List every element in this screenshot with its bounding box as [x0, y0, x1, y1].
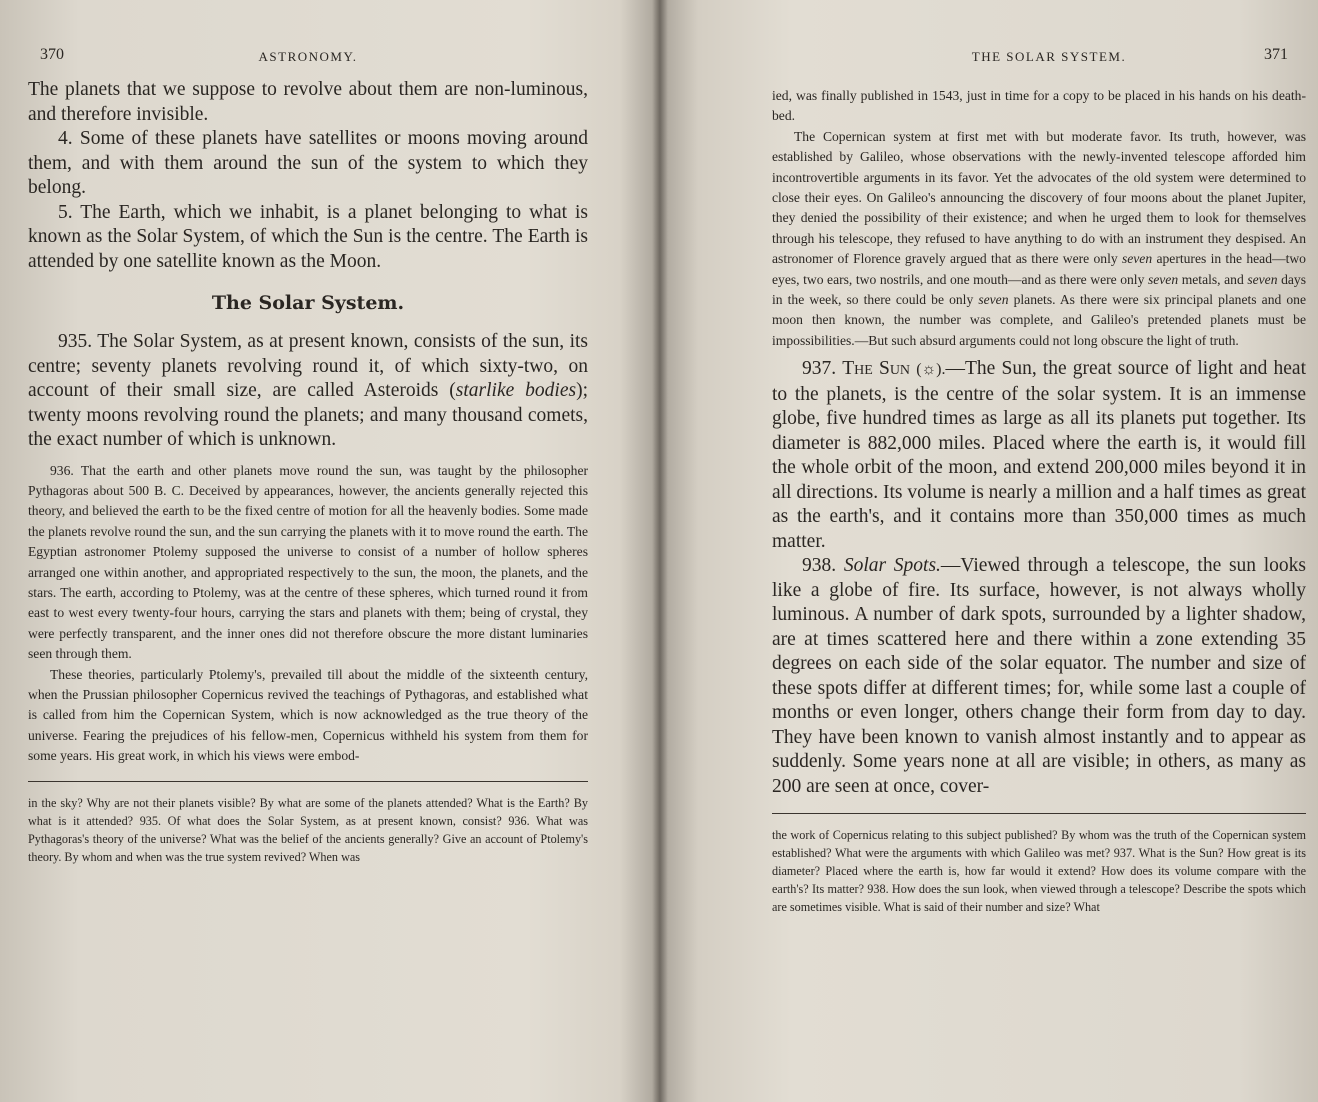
intro-paragraph: The planets that we suppose to revolve about them are non-luminous, and therefore invisible.: [28, 79, 588, 125]
footnote-divider: [772, 813, 1306, 814]
left-intro: [28, 78, 588, 866]
copernican-italic: seven: [1147, 271, 1179, 287]
copernican-italic: seven: [978, 292, 1009, 308]
paragraph-935: [28, 330, 588, 453]
copernican-text: metals, and: [1178, 271, 1248, 287]
intro-paragraph: 5. The Earth, which we inhabit, is a planet belonging to what is known as the Solar System, of which the Sun is the centre. The Earth is attended by one satellite known as the Moon.: [28, 201, 588, 272]
footnote-questions-right: the work of Copernicus relating to this subject published? By whom was the truth of the Copernican system established? What were the arguments with which Galileo was met? 937. What is the Sun? How great is its diameter? Placed where the earth is, how far would it extend? How does its volume compare with the earth's? Its matter? 938. How does the sun look, when viewed through a telescope? Describe the spots which are sometimes visible. What is said of their number and size? What: [772, 828, 1306, 915]
book-gutter: [652, 0, 668, 1102]
page-number-left: 370: [40, 46, 64, 63]
right-page: [772, 0, 1306, 1102]
copernican-text: The Copernican system at first met with but moderate favor. Its truth, however, was established by Galileo, whose observations with the newly-invented telescope afforded him incontrovertible arguments in its favor. Yet the advocates of the old system were determined to close their eyes. On Galileo's announcing the discovery of four moons about the planet Jupiter, they denied the possibility of their existence; and when he urged them to look for themselves through his telescope, they refused to have anything to do with an instrument they despised. An astronomer of Florence gravely argued that as there were only: [772, 128, 1306, 267]
section-heading: The Solar System.: [211, 292, 405, 314]
p935-text: ); twenty moons revolving round the planets; and many thousand comets, the exact number of which is unknown.: [28, 380, 588, 450]
running-head-right: [772, 46, 1306, 70]
p935-text: 935. The Solar System, as at present known, consists of the sun, its centre; seventy planets revolving round it, of which sixty-two, on account of their small size, are called Asteroids (: [28, 331, 588, 401]
copernican-text: days in the week, so there could be only: [772, 271, 1306, 308]
left-page: [28, 0, 588, 1102]
sun-symbol-icon: (☼).: [916, 361, 946, 379]
p938-number: 938.: [802, 555, 837, 577]
p935-italic: starlike bodies: [455, 380, 577, 401]
paragraph-continued: ied, was finally published in 1543, just in time for a copy to be placed in his hands on his death-bed.: [772, 88, 1306, 124]
copernican-text: planets. As there were six principal planets and one moon then known, the number was complete, and Galileo's pretended planets must be impossibilities.—But such absurd arguments could not long obscure the light of truth.: [772, 292, 1306, 348]
p937-text: —The Sun, the great source of light and heat to the planets, is the centre of the solar system. It is an immense globe, five hundred times as large as all its planets put together. Its diameter is 882,000 miles. Placed where the earth is, it would fill the whole orbit of the moon, and extend 200,000 miles beyond it in all directions. Its volume is nearly a million and a half times as great as the earth's, and it contains more than 350,000 times as much matter.: [772, 358, 1306, 552]
copernican-text: apertures in the head—two eyes, two ears, two nostrils, and one mouth—and as there were only: [772, 251, 1306, 287]
running-head-left: [28, 46, 588, 70]
footnote-questions-left: in the sky? Why are not their planets visible? By what are some of the planets attended? What is the Earth? By what is it attended? 935. Of what does the Solar System, as at present known, consist? 936. What was Pythagoras's theory of the universe? What was the belief of the ancients generally? Give an account of Ptolemy's theory. By whom and when was the true system revived? When was: [28, 795, 588, 864]
paragraph-938: [772, 554, 1306, 799]
copernican-italic: seven: [1247, 271, 1278, 287]
running-head-title-left: ASTRONOMY.: [258, 49, 358, 64]
paragraph-copernican: [772, 127, 1306, 351]
paragraph-936-continued: These theories, particularly Ptolemy's, prevailed till about the middle of the sixteenth century, when the Prussian philosopher Copernicus revived the teachings of Pythagoras, and established what is called from him the Copernican System, which is now acknowledged as the true theory of the universe. Fearing the prejudices of his fellow-men, Copernicus withheld his system from them for some years. His great work, in which his views were embod-: [28, 666, 588, 764]
p937-number: 937.: [802, 358, 837, 380]
footnote-divider: [28, 781, 588, 782]
right-body: [772, 86, 1306, 916]
p937-title: The Sun: [842, 358, 911, 380]
copernican-italic: seven: [1121, 251, 1153, 267]
page-number-right: 371: [1264, 46, 1288, 63]
intro-paragraph: 4. Some of these planets have satellites or moons moving around them, and with them around the sun of the system to which they belong.: [28, 128, 588, 198]
running-head-title-right: THE SOLAR SYSTEM.: [971, 49, 1127, 64]
paragraph-937: [772, 357, 1306, 554]
p938-text: —Viewed through a telescope, the sun looks like a globe of fire. Its surface, however, is not always wholly luminous. A number of dark spots, surrounded by a lighter shadow, are at times scattered here and there within a zone extending 35 degrees on each side of the solar equator. The number and size of these spots differ at different times; for, while some last a couple of months or even longer, others change their form from day to day. They have been known to vanish almost instantly and to appear as suddenly. Some years none at all are visible; in others, as many as 200 are seen at once, cover-: [772, 555, 1307, 797]
paragraph-936: 936. That the earth and other planets move round the sun, was taught by the philosopher Pythagoras about 500 B. C. Deceived by appearances, however, the ancients generally rejected this theory, and believed the earth to be the fixed centre of motion for all the heavenly bodies. Some made the planets revolve round the sun, and the sun carrying the planets with it to move round the earth. The Egyptian astronomer Ptolemy supposed the universe to consist of a number of hollow spheres arranged one within another, and appropriated respectively to the sun, the moon, the planets, and the stars. The earth, according to Ptolemy, was at the centre of these spheres, which turned round it from east to west every twenty-four hours, carrying the stars and planets with them; being of crystal, they were perfectly transparent, and the inner ones did not therefore obscure the more distant luminaries seen through them.: [28, 462, 588, 662]
p938-title: Solar Spots.: [843, 555, 941, 577]
